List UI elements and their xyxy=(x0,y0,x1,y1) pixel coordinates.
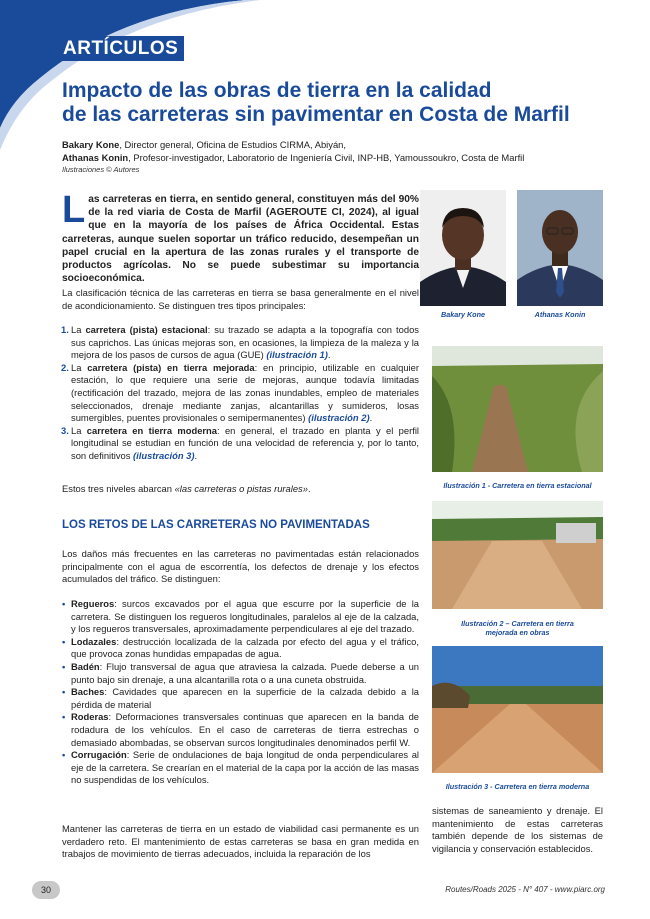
list-item: 1. La carretera (pista) estacional: su trazado se adapta a la topografía con todos sus caprichos. Las únicas mejoras son, en ocasiones, la limpieza de la maleza y la mejora de los pasos de cursos de agua (GUE) (ilustración 1). xyxy=(61,324,419,361)
portrait-photo-1 xyxy=(420,190,506,306)
title-line-1: Impacto de las obras de tierra en la calidad xyxy=(62,79,492,102)
closing-paragraph-left: Mantener las carreteras de tierra en un estado de viabilidad casi permanente es un verdadero reto. El mantenimiento de estas carreteras se basa en gran medida en trabajos de movimiento de tierras adecuados, incluida la reparación de los xyxy=(62,823,419,860)
author-block xyxy=(62,138,622,164)
drop-cap: L xyxy=(62,189,86,231)
intro-paragraph: La clasificación técnica de las carreteras en tierra se basa generalmente en el nivel de acondicionamiento. Se distinguen tres tipos principales: xyxy=(62,287,419,311)
damages-intro: Los daños más frecuentes en las carreteras no pavimentadas están relacionados principalmente con el agua de escorrentía, los defectos de drenaje y los efectos acumulados del tráfico. Se distinguen: xyxy=(62,548,419,585)
article-title xyxy=(62,79,622,127)
author-1-name: Bakary Kone xyxy=(62,139,120,150)
list-item: 2. La carretera (pista) en tierra mejorada: en principio, utilizable en cualquier estación, lo que requiere una serie de mejoras, aunque todavía limitadas (rectificación del trazado, mejora de las zonas inundables, empleo de materiales seleccionados, drenaje mediante zanjas, alcantarillas y sumideros, losas sumergibles, puentes provisionales o semipermanentes) (ilustración 2). xyxy=(61,361,419,424)
lead-text: as carreteras en tierra, en sentido general, constituyen más del 90% de la red viaria de Costa de Marfil (AGEROUTE CI, 2024), al igual que en la mayoría de los países de África Occidental. Estas carreteras, aunque suelen soportar un tráfico reducido, desempeñan un papel crucial en la apertura de las zonas rurales y el transporte de productos agrícolas. No se puede subestimar su importancia socioeconómica. xyxy=(62,194,419,285)
journal-footer: Routes/Roads 2025 - N° 407 - www.piarc.org xyxy=(445,885,605,894)
list-item: • Roderas: Deformaciones transversales continuas que aparecen en la banda de rodadura de los vehículos. En el caso de carreteras de tierra estrechas o demasiado abombadas, se observan surcos longitudinales denominados perfil W. xyxy=(62,711,419,748)
illustration-1-caption: Ilustración 1 - Carretera en tierra estacional xyxy=(443,481,592,490)
illustration-3-caption: Ilustración 3 - Carretera en tierra moderna xyxy=(445,782,590,791)
illustration-3-photo xyxy=(432,646,603,773)
corner-arc-decoration xyxy=(0,0,260,150)
author-1-role: , Director general, Oficina de Estudios CIRMA, Abiyán, xyxy=(119,139,346,150)
author-2-role: , Profesor-investigador, Laboratorio de Ingeniería Civil, INP-HB, Yamoussoukro, Costa de Marfil xyxy=(128,152,525,163)
list-item: • Corrugación: Serie de ondulaciones de baja longitud de onda perpendiculares al eje de la carretera. Se crearían en el material de la capa por la acción de las masas no suspendidas de los vehículos. xyxy=(62,749,419,786)
list-item: 3. La carretera en tierra moderna: en general, el trazado en planta y el perfil longitudinal se estudian en función de una velocidad de referencia y, por lo tanto, son definitivos (ilustración 3). xyxy=(61,424,419,461)
author-2-name: Athanas Konin xyxy=(62,152,129,163)
illustration-2-caption: Ilustración 2 – Carretera en tierra mejorada en obras xyxy=(461,619,574,637)
illustration-ref: (ilustración 2) xyxy=(308,412,370,424)
illustration-1-photo xyxy=(432,346,603,472)
closing-paragraph-right: sistemas de saneamiento y drenaje. El mantenimiento de estas carreteras también depende de los sistemas de vigilancia y conservación establecidos. xyxy=(432,805,603,854)
illustration-2-photo xyxy=(432,501,603,609)
title-line-2: de las carreteras sin pavimentar en Costa de Marfil xyxy=(62,103,570,126)
portrait-caption-2: Athanas Konin xyxy=(534,310,586,319)
list-item: • Badén: Flujo transversal de agua que atraviesa la calzada. Puede deberse a un punto bajo sin drenaje, a una alcantarilla rota o a una cuneta obstruida. xyxy=(62,660,419,685)
damages-list xyxy=(62,598,419,787)
section-heading: LOS RETOS DE LAS CARRETERAS NO PAVIMENTADAS xyxy=(62,519,370,531)
illustration-credits: Ilustraciones © Autores xyxy=(62,165,140,174)
levels-paragraph: Estos tres niveles abarcan «las carreteras o pistas rurales». xyxy=(62,483,311,494)
page-number: 30 xyxy=(32,881,60,899)
list-item: • Lodazales: destrucción localizada de la calzada por efecto del agua y el tráfico, que provoca zonas hundidas empapadas de agua. xyxy=(62,635,419,660)
list-item: • Regueros: surcos excavados por el agua que escurre por la superficie de la carretera. Se distinguen los regueros longitudinales, paralelos al eje de la calzada, y los regueros transversales, aproximadamente perpendiculares al eje del trazado. xyxy=(62,598,419,635)
illustration-ref: (ilustración 1) xyxy=(266,349,328,361)
section-tag: ARTÍCULOS xyxy=(57,36,184,61)
portrait-caption-1: Bakary Kone xyxy=(441,310,485,319)
illustration-ref: (ilustración 3) xyxy=(133,449,195,461)
lead-paragraph xyxy=(62,189,419,285)
road-types-list xyxy=(62,324,419,463)
portrait-photo-2 xyxy=(517,190,603,306)
list-item: • Baches: Cavidades que aparecen en la superficie de la calzada debido a la pérdida de material xyxy=(62,686,419,710)
